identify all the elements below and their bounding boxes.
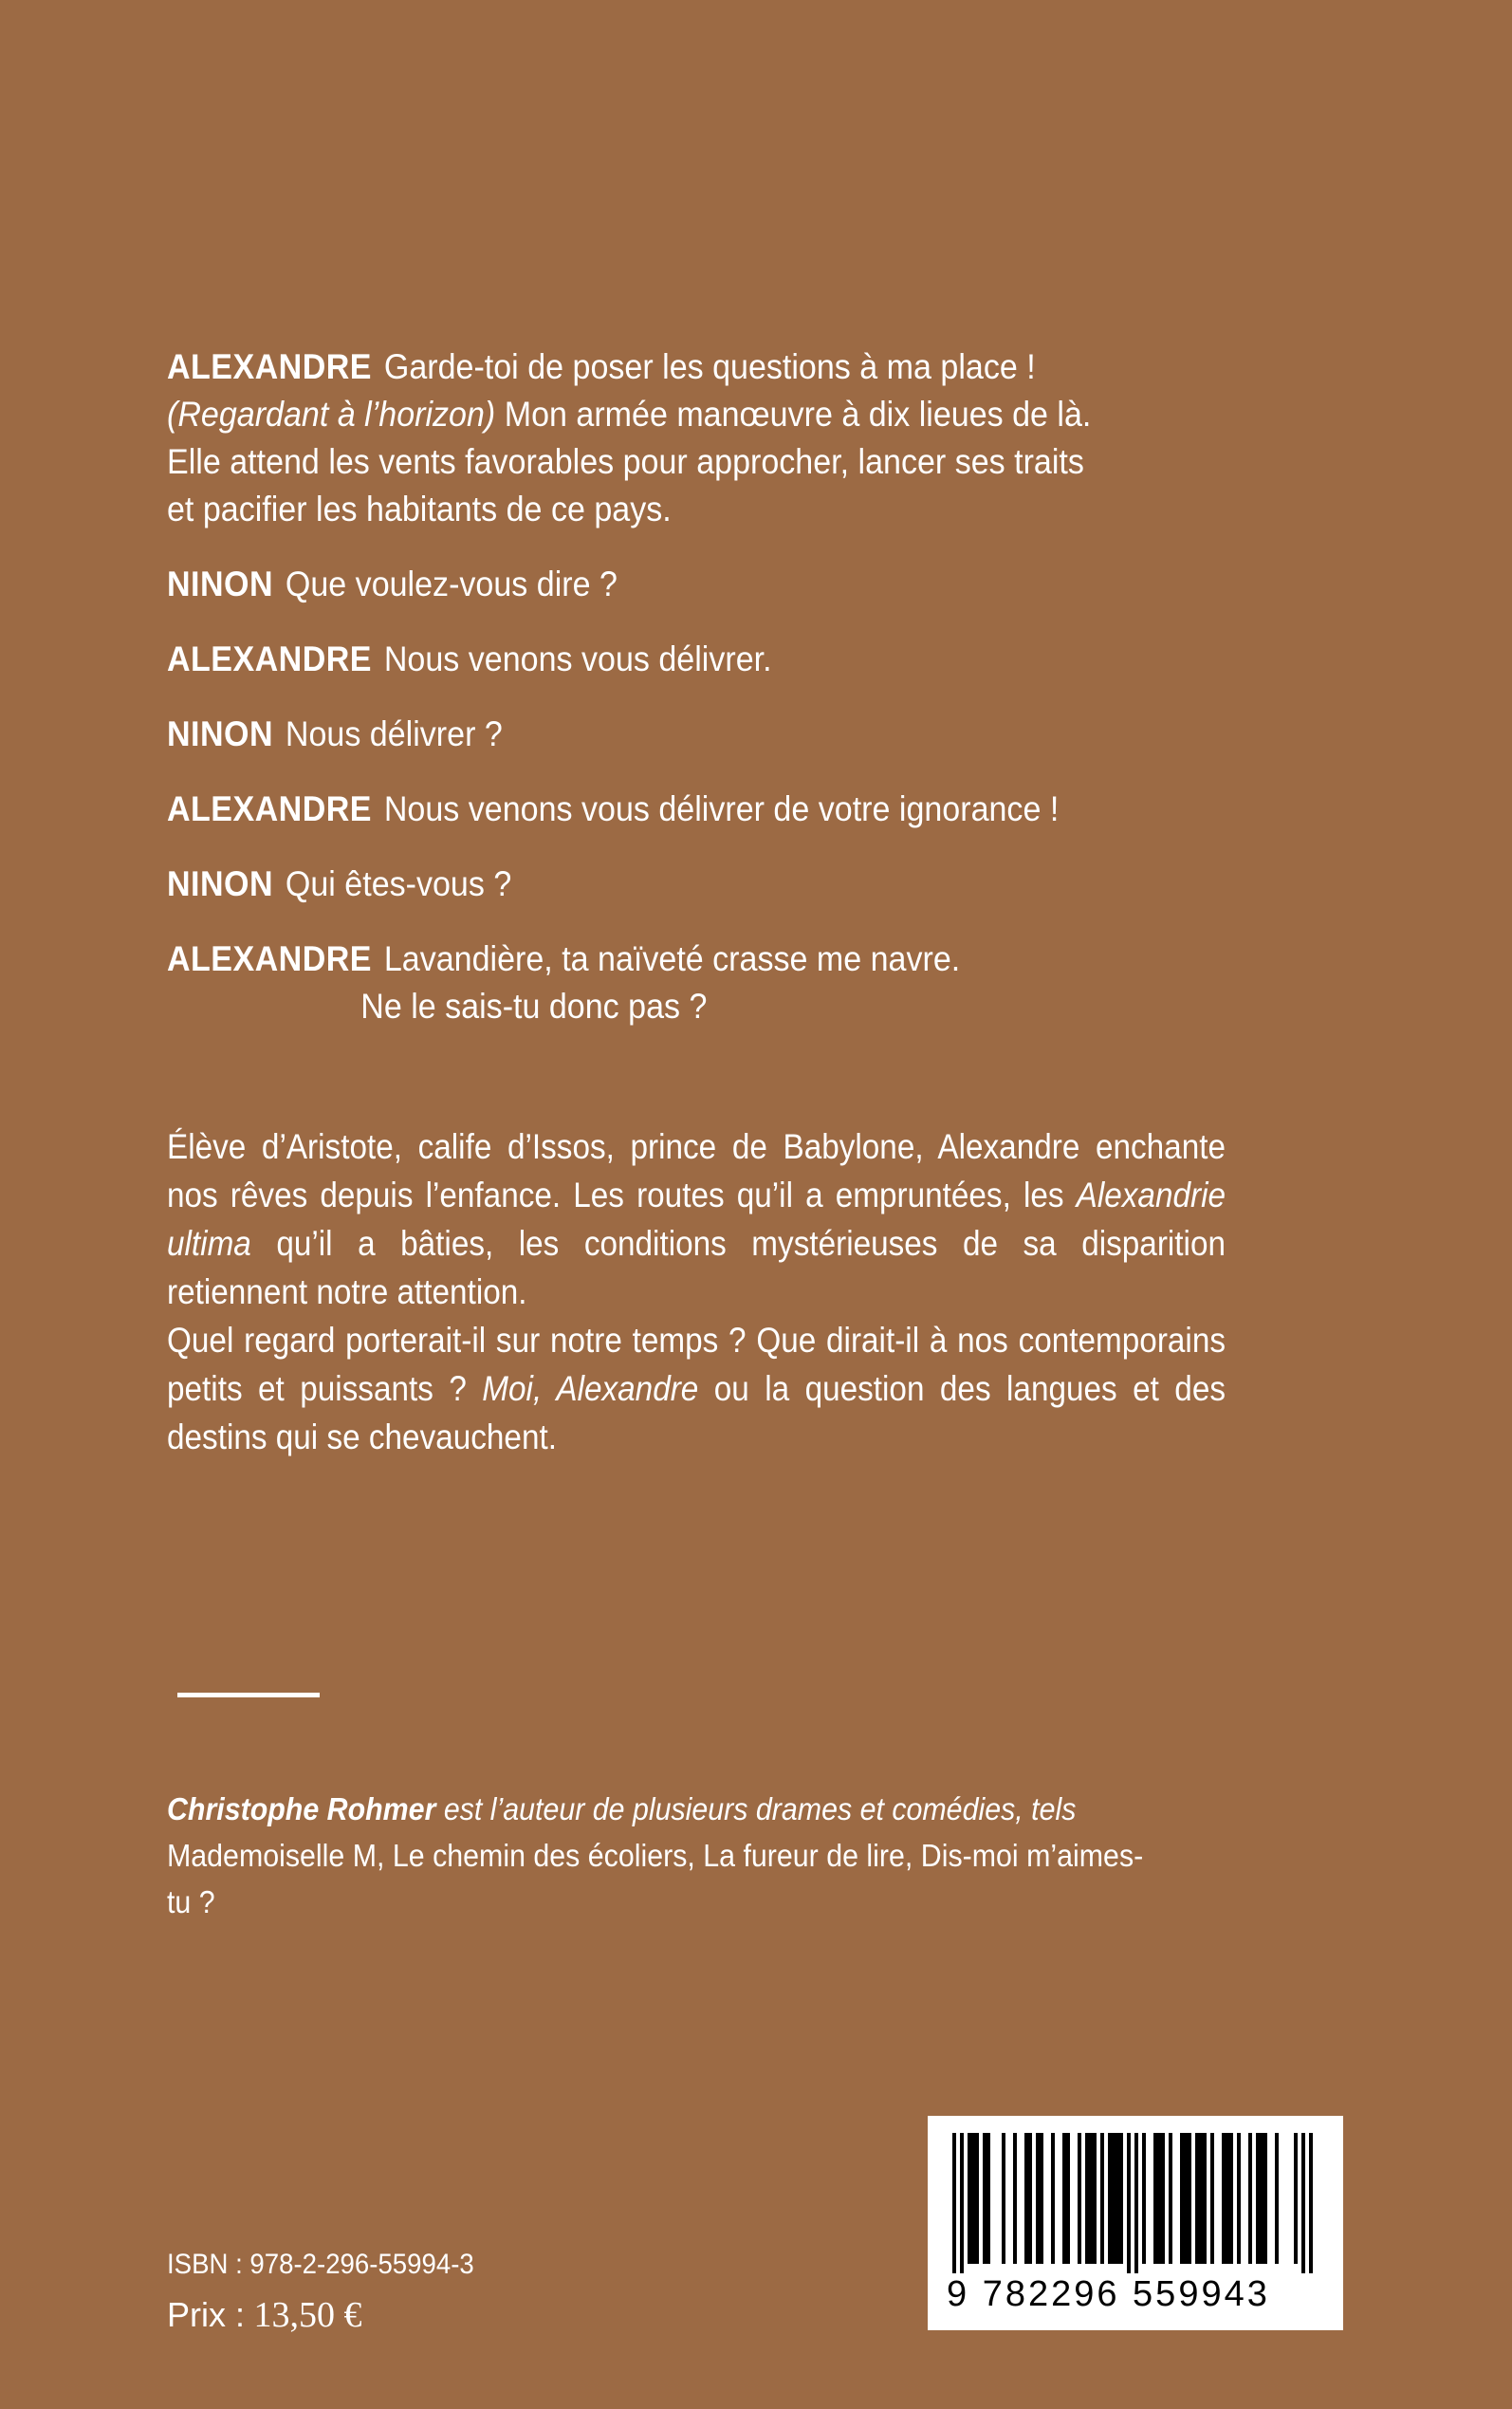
synopsis-text: qu’il a bâties, les conditions mystérieuses de sa disparition retiennent notre attention. — [167, 1224, 1226, 1311]
isbn-label: ISBN : 978-2-296-55994-3 — [167, 2249, 474, 2280]
barcode-bar — [1248, 2133, 1252, 2264]
author-works: Mademoiselle M, Le chemin des écoliers, La fureur de lire, Dis-moi m’aimes-tu ? — [167, 1838, 1144, 1919]
dialogue-text: Mon armée manœuvre à dix lieues de là. — [495, 395, 1092, 434]
barcode-bar — [1013, 2133, 1017, 2264]
barcode-bar — [1222, 2133, 1226, 2264]
barcode-bar — [1085, 2133, 1089, 2264]
barcode-bar — [1294, 2133, 1298, 2264]
barcode-bar — [986, 2133, 990, 2264]
barcode-bar — [1066, 2133, 1070, 2264]
barcode-bar — [968, 2133, 971, 2264]
barcode-bar — [1203, 2133, 1207, 2264]
dialogue-text: Qui êtes-vous ? — [285, 864, 512, 903]
barcode-bar — [1260, 2133, 1263, 2264]
dialogue-text: Lavandière, ta naïveté crasse me navre. — [383, 939, 961, 978]
synopsis-text: ou la question des langues et des destins qui se chevauchent. — [167, 1369, 1226, 1456]
author-bio — [167, 1786, 1162, 1925]
barcode-bar — [1157, 2133, 1161, 2264]
barcode-bar — [971, 2133, 975, 2264]
barcode-bars — [947, 2133, 1326, 2273]
barcode-bar — [1078, 2133, 1081, 2264]
barcode-bar — [1093, 2133, 1097, 2264]
dialogue-text: Garde-toi de poser les questions à ma place ! — [383, 347, 1036, 386]
barcode-bar — [1229, 2133, 1233, 2264]
barcode-bar — [1116, 2133, 1119, 2264]
dialogue-text: Nous délivrer ? — [285, 714, 503, 753]
barcode-bar — [1275, 2133, 1279, 2264]
barcode-bar — [1256, 2133, 1260, 2264]
barcode-bar — [1024, 2133, 1028, 2264]
barcode-bar — [1301, 2133, 1305, 2273]
barcode-bar — [1040, 2133, 1043, 2264]
barcode-bar — [1210, 2133, 1214, 2264]
dialogue-text: Nous venons vous délivrer. — [383, 639, 772, 678]
stage-direction: (Regardant à l’horizon) — [167, 395, 496, 434]
dialogue-text: Nous venons vous délivrer de votre ignorance ! — [383, 789, 1060, 828]
dialogue-line — [167, 711, 1249, 758]
barcode-bar — [952, 2133, 956, 2273]
barcode-bar — [1051, 2133, 1055, 2264]
synopsis-text: Élève d’Aristote, calife d’Issos, prince de Babylone, Alexandre enchante nos rêves depuis l’enfance. Les routes qu’il a empruntées, les — [167, 1127, 1226, 1214]
dialogue-line — [167, 438, 1249, 486]
dialogue-line — [167, 636, 1249, 683]
barcode-bar — [1108, 2133, 1112, 2264]
price — [167, 2291, 362, 2339]
dialogue-line — [167, 343, 1249, 391]
barcode-bar — [1036, 2133, 1040, 2264]
barcode-bar — [975, 2133, 979, 2264]
barcode-bar — [1089, 2133, 1093, 2264]
speaker-name: ALEXANDRE — [167, 789, 372, 828]
barcode-bar — [1119, 2133, 1123, 2264]
speaker-name: ALEXANDRE — [167, 939, 372, 978]
barcode-bar — [1180, 2133, 1184, 2264]
synopsis-paragraph-2 — [167, 1316, 1226, 1461]
price-label: Prix : — [167, 2295, 246, 2334]
speaker-name: ALEXANDRE — [167, 347, 372, 386]
author-name: Christophe Rohmer — [167, 1791, 436, 1826]
barcode-bar — [1002, 2133, 1005, 2264]
dialogue-line — [167, 391, 1249, 438]
dialogue-line — [167, 786, 1249, 833]
speaker-name: NINON — [167, 864, 273, 903]
barcode-bar — [1188, 2133, 1191, 2264]
barcode-bar — [1226, 2133, 1229, 2264]
barcode-bar — [960, 2133, 964, 2273]
dialogue-line — [167, 861, 1249, 908]
barcode-bar — [1199, 2133, 1203, 2264]
barcode-bar — [1028, 2133, 1032, 2264]
speaker-name: NINON — [167, 565, 273, 603]
dialogue-line — [167, 486, 1249, 533]
price-value: 13,50 € — [253, 2295, 362, 2335]
dialogue-excerpt — [167, 343, 1249, 1058]
barcode-bar — [1153, 2133, 1157, 2264]
synopsis-title-italic: Moi, Alexandre — [482, 1369, 699, 1408]
barcode-bar — [1161, 2133, 1165, 2264]
speaker-name: ALEXANDRE — [167, 639, 372, 678]
barcode-bar — [1100, 2133, 1104, 2264]
dialogue-text: Que voulez-vous dire ? — [285, 565, 618, 603]
divider-rule — [177, 1693, 320, 1697]
barcode-bar — [1169, 2133, 1172, 2264]
dialogue-line — [167, 936, 1249, 983]
barcode-bar — [983, 2133, 986, 2264]
author-intro: est l’auteur de plusieurs drames et comédies, tels — [435, 1791, 1077, 1826]
barcode-bar — [1062, 2133, 1066, 2264]
dialogue-text: Elle attend les vents favorables pour approcher, lancer ses traits — [167, 442, 1084, 481]
barcode-bar — [1309, 2133, 1313, 2273]
barcode-bar — [1112, 2133, 1116, 2264]
barcode-bar — [1127, 2133, 1131, 2273]
barcode-bar — [1195, 2133, 1199, 2264]
barcode-digits: 9 782296 559943 — [947, 2274, 1270, 2314]
barcode-bar — [1142, 2133, 1146, 2264]
dialogue-line — [167, 983, 1249, 1030]
speaker-name: NINON — [167, 714, 273, 753]
barcode-bar — [1263, 2133, 1267, 2264]
barcode — [928, 2116, 1343, 2330]
synopsis-text: Quel regard porterait-il sur notre temps ? Que dirait-il à nos contemporains petits et puissants ? — [167, 1321, 1226, 1408]
barcode-bar — [1134, 2133, 1138, 2273]
dialogue-line — [167, 561, 1249, 608]
barcode-bar — [1237, 2133, 1241, 2264]
synopsis-paragraph-1 — [167, 1122, 1226, 1316]
dialogue-text: Ne le sais-tu donc pas ? — [360, 987, 708, 1026]
synopsis-title-italic: Alexandrie ultima — [167, 1176, 1226, 1263]
synopsis — [167, 1122, 1226, 1461]
barcode-bar — [1184, 2133, 1188, 2264]
dialogue-text: et pacifier les habitants de ce pays. — [167, 490, 672, 528]
